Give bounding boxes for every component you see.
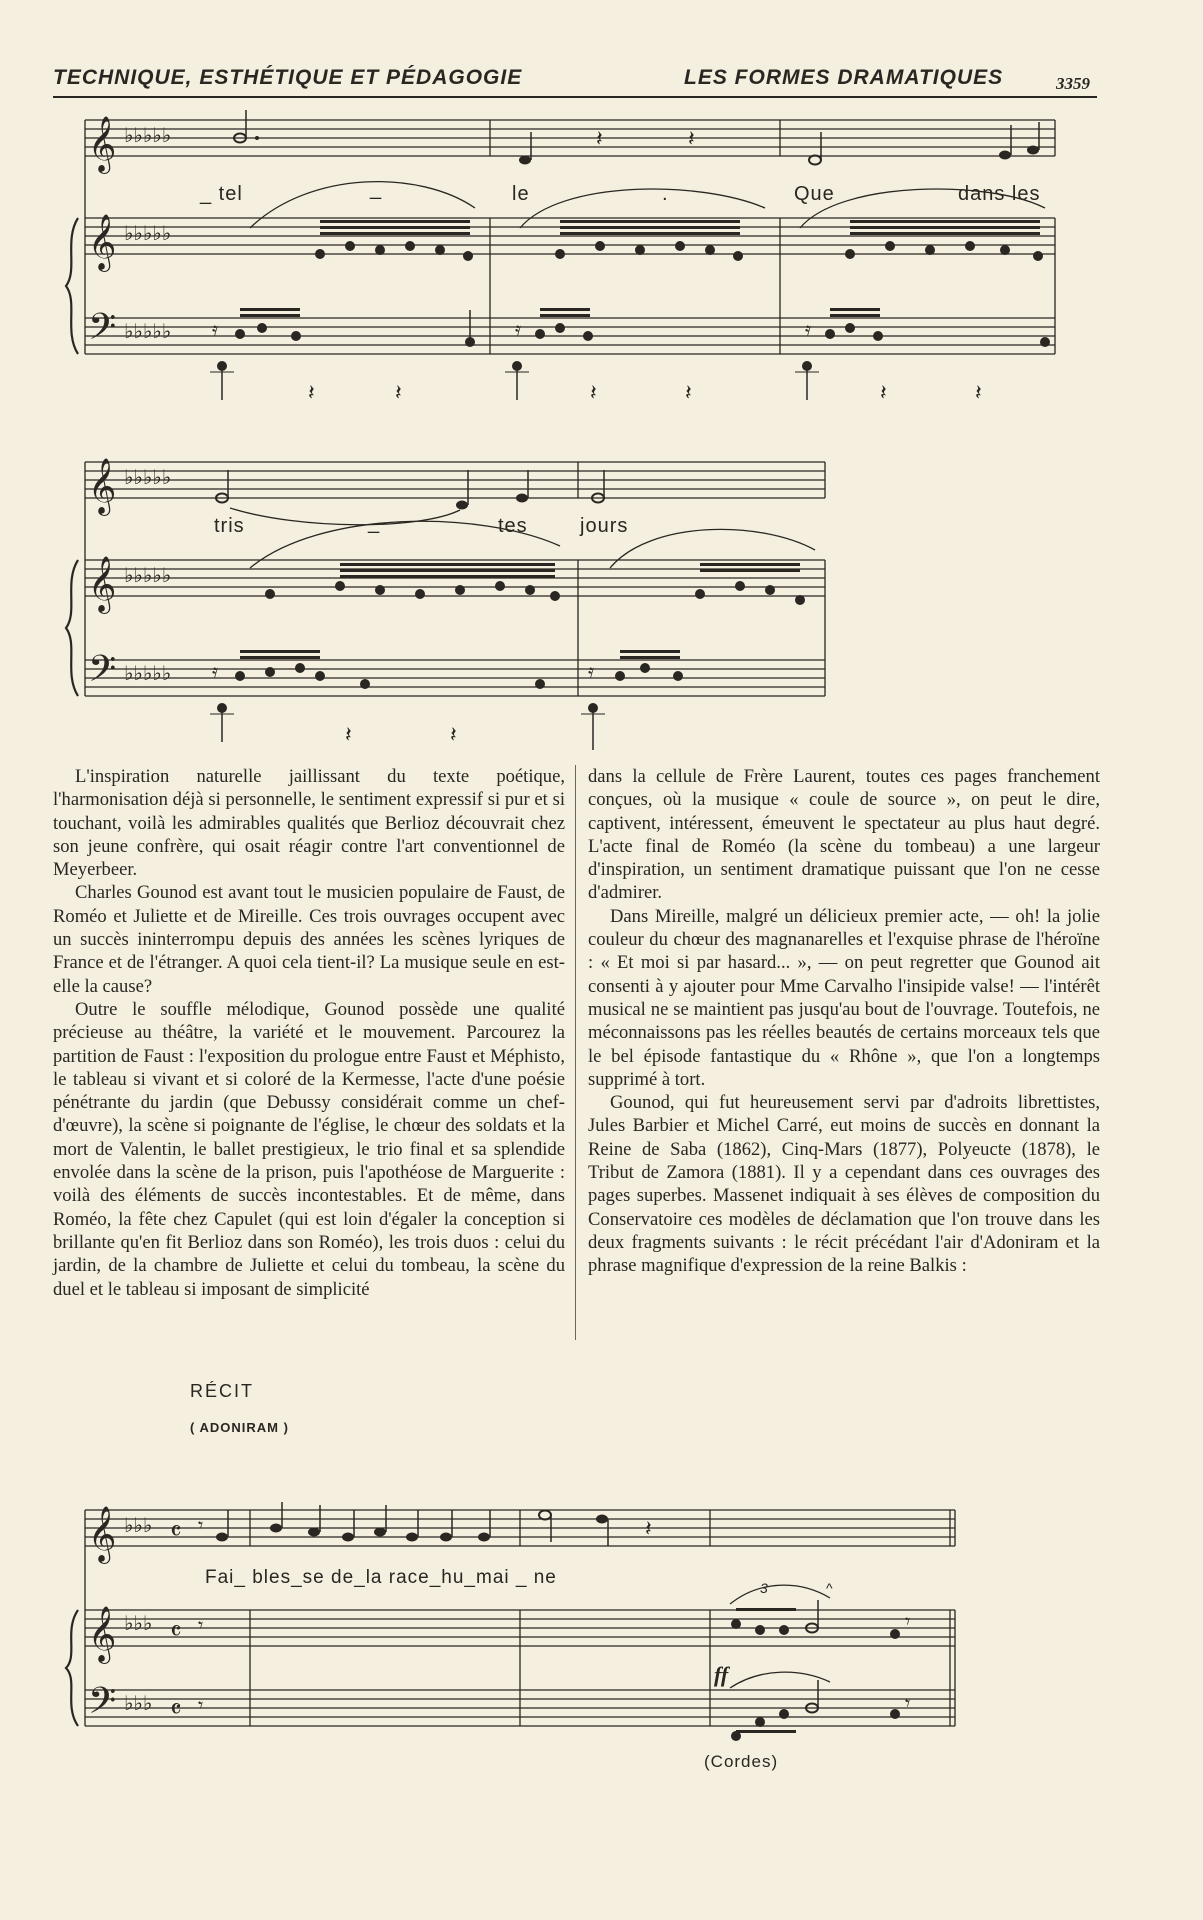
svg-text:♭♭♭♭♭: ♭♭♭♭♭ (124, 563, 172, 587)
lyric-tes: tes (498, 515, 528, 537)
recit-lyrics: Fai_ bles_se de_la race_hu_mai _ ne (205, 1567, 557, 1588)
svg-text:𝄽: 𝄽 (975, 381, 982, 406)
page-number: 3359 (1056, 74, 1090, 93)
text-column-right (588, 765, 1100, 1278)
lyric-jours: jours (580, 515, 629, 537)
svg-text:𝄽: 𝄽 (450, 723, 457, 748)
svg-text:𝄞: 𝄞 (88, 1606, 117, 1662)
svg-text:𝄾: 𝄾 (198, 1613, 204, 1637)
svg-text:𝄞: 𝄞 (88, 556, 117, 612)
svg-text:𝄞: 𝄞 (88, 1506, 117, 1562)
svg-text:𝄢: 𝄢 (88, 306, 117, 357)
paragraph: L'inspiration naturelle jaillissant du texte poétique, l'harmonisation déjà si personnelle, le sentiment expressif si pur et si touchant, voilà les admirables qualités que Berlioz découvrait chez son jeune confrère, qui osait réagir contre l'art conventionnel de Meyerbeer. (53, 766, 565, 881)
svg-text:𝄴: 𝄴 (170, 1617, 182, 1647)
dynamic-ff: ff (714, 1662, 729, 1687)
svg-text:𝄽: 𝄽 (590, 381, 597, 406)
lyric-dot: . (662, 183, 669, 205)
svg-text:𝄿: 𝄿 (805, 317, 812, 341)
running-head-right: LES FORMES DRAMATIQUES (684, 66, 1004, 89)
text-column-left (53, 765, 565, 1301)
accent-mark: ^ (826, 1580, 833, 1596)
svg-text:𝄾: 𝄾 (198, 1693, 204, 1717)
svg-text:𝄿: 𝄿 (588, 659, 595, 683)
lyric-le: le (512, 183, 530, 205)
svg-text:♭♭♭♭♭: ♭♭♭♭♭ (124, 465, 172, 489)
role-label: ( ADONIRAM ) (190, 1420, 289, 1435)
music-score-3 (0, 1500, 1203, 1780)
triplet-mark: 3 (760, 1580, 768, 1596)
svg-text:𝄾: 𝄾 (905, 1691, 911, 1715)
svg-text:𝄞: 𝄞 (88, 116, 117, 172)
svg-text:𝄽: 𝄽 (685, 381, 692, 406)
svg-text:♭♭♭♭♭: ♭♭♭♭♭ (124, 123, 172, 147)
paragraph: Outre le souffle mélodique, Gounod possède une qualité précieuse au théâtre, la variété et le mouvement. Parcourez la partition de Faust : l'exposition du prologue entre Faust et Méphisto, le tableau si vivant et si coloré de la Kermesse, l'acte d'une poésie pénétrante du jardin (que Debussy considérait comme un chef-d'œuvre), la scène si poignante de l'église, le chœur des soldats et la mort de Valentin, le ballet prestigieux, le trio final et sa splendide envolée dans la scène de la prison, puis l'apothéose de Marguerite : voilà des éléments de succès incontestables. Et de même, dans Roméo, la fête chez Capulet (qui est loin d'égaler la conception si brillante qu'en fit Berlioz dans son Roméo), les trois duos : celui du jardin, de la chambre de Juliette et celui du tombeau, la scène du duel et le tableau si imposant de simplicité (53, 998, 565, 1300)
svg-text:𝄽: 𝄽 (345, 723, 352, 748)
lyric-dash: _ (370, 178, 383, 200)
svg-text:𝄞: 𝄞 (88, 214, 117, 270)
svg-text:𝄽: 𝄽 (688, 127, 695, 152)
svg-text:♭♭♭♭♭: ♭♭♭♭♭ (124, 221, 172, 245)
running-head-left: TECHNIQUE, ESTHÉTIQUE ET PÉDAGOGIE (53, 66, 523, 89)
svg-text:♭♭♭♭♭: ♭♭♭♭♭ (124, 661, 172, 685)
piano-treble-staff (85, 218, 1055, 254)
svg-text:𝄢: 𝄢 (88, 1680, 117, 1731)
piano-bass-staff (85, 318, 1055, 354)
svg-text:𝄽: 𝄽 (395, 381, 402, 406)
svg-text:𝄽: 𝄽 (645, 1517, 652, 1542)
music-score-2 (0, 450, 1203, 750)
lyric-que: Que (794, 183, 835, 205)
svg-text:♭♭♭♭♭: ♭♭♭♭♭ (124, 319, 172, 343)
svg-text:♭♭♭: ♭♭♭ (124, 1691, 153, 1715)
svg-text:♭♭♭: ♭♭♭ (124, 1513, 153, 1537)
paragraph: Dans Mireille, malgré un délicieux premier acte, — oh! la jolie couleur du chœur des magnanarelles et l'exquise phrase de l'héroïne : « Et moi si par hasard... », — on peut regretter que Gounod ait consenti à y ajouter pour Mme Carvalho l'insipide valse! — l'intérêt musical ne se maintient pas jusqu'au bout de l'ouvrage. Toutefois, ne méconnaissons pas les réelles beautés de certains morceaux tels que le bel épisode fantastique du « Rhône », que l'on a longtemps supprimé à tort. (588, 905, 1100, 1090)
svg-text:♭♭♭: ♭♭♭ (124, 1611, 153, 1635)
lyric-tel: _ tel (200, 183, 243, 205)
lyric-dash2: _ (368, 512, 381, 534)
recit-title: RÉCIT (190, 1381, 254, 1401)
header-rule (53, 96, 1097, 98)
voice-staff (85, 120, 1055, 156)
svg-text:𝄾: 𝄾 (198, 1513, 204, 1537)
music-score-1 (0, 110, 1203, 410)
svg-text:𝄿: 𝄿 (212, 659, 219, 683)
lyric-dans-les: dans les (958, 183, 1041, 205)
paragraph: Gounod, qui fut heureusement servi par d'adroits librettistes, Jules Barbier et Michel Carré, eut moins de succès en donnant la Reine de Saba (1862), Cinq-Mars (1877), Polyeucte (1878), le Tribut de Zamora (1881). Il y a cependant dans ces ouvrages des pages superbes. Massenet indiquait à ses élèves de composition du Conservatoire ces modèles de déclamation que l'on trouve dans les deux fragments suivants : le récit précédant l'air d'Adoniram et la phrase magnifique d'expression de la reine Balkis : (588, 1092, 1100, 1277)
lyric-tris: tris (214, 515, 245, 537)
svg-text:𝄽: 𝄽 (308, 381, 315, 406)
svg-text:𝄞: 𝄞 (88, 458, 117, 514)
column-divider (575, 765, 576, 1340)
svg-text:𝄾: 𝄾 (905, 1609, 911, 1633)
paragraph: dans la cellule de Frère Laurent, toutes ces pages franchement conçues, où la musique « coule de source », on peut le dire, captivent, intéressent, émeuvent le spectateur au plus haut degré. L'acte final de Roméo (la scène du tombeau) a une largeur d'inspiration, un sentiment dramatique puissant que l'on ne cesse d'admirer. (588, 766, 1100, 904)
svg-text:𝄿: 𝄿 (212, 317, 219, 341)
svg-text:𝄿: 𝄿 (515, 317, 522, 341)
svg-text:𝄴: 𝄴 (170, 1517, 182, 1547)
svg-text:𝄢: 𝄢 (88, 648, 117, 699)
instrument-label: (Cordes) (704, 1752, 779, 1771)
svg-text:𝄽: 𝄽 (596, 127, 603, 152)
svg-text:𝄴: 𝄴 (170, 1695, 182, 1725)
paragraph: Charles Gounod est avant tout le musicien populaire de Faust, de Roméo et Juliette et de Mireille. Ces trois ouvrages occupent avec un succès ininterrompu depuis des années les scènes lyriques de France et de l'étranger. A quoi cela tient-il? La musique seule en est-elle la cause? (53, 882, 565, 997)
svg-text:𝄽: 𝄽 (880, 381, 887, 406)
